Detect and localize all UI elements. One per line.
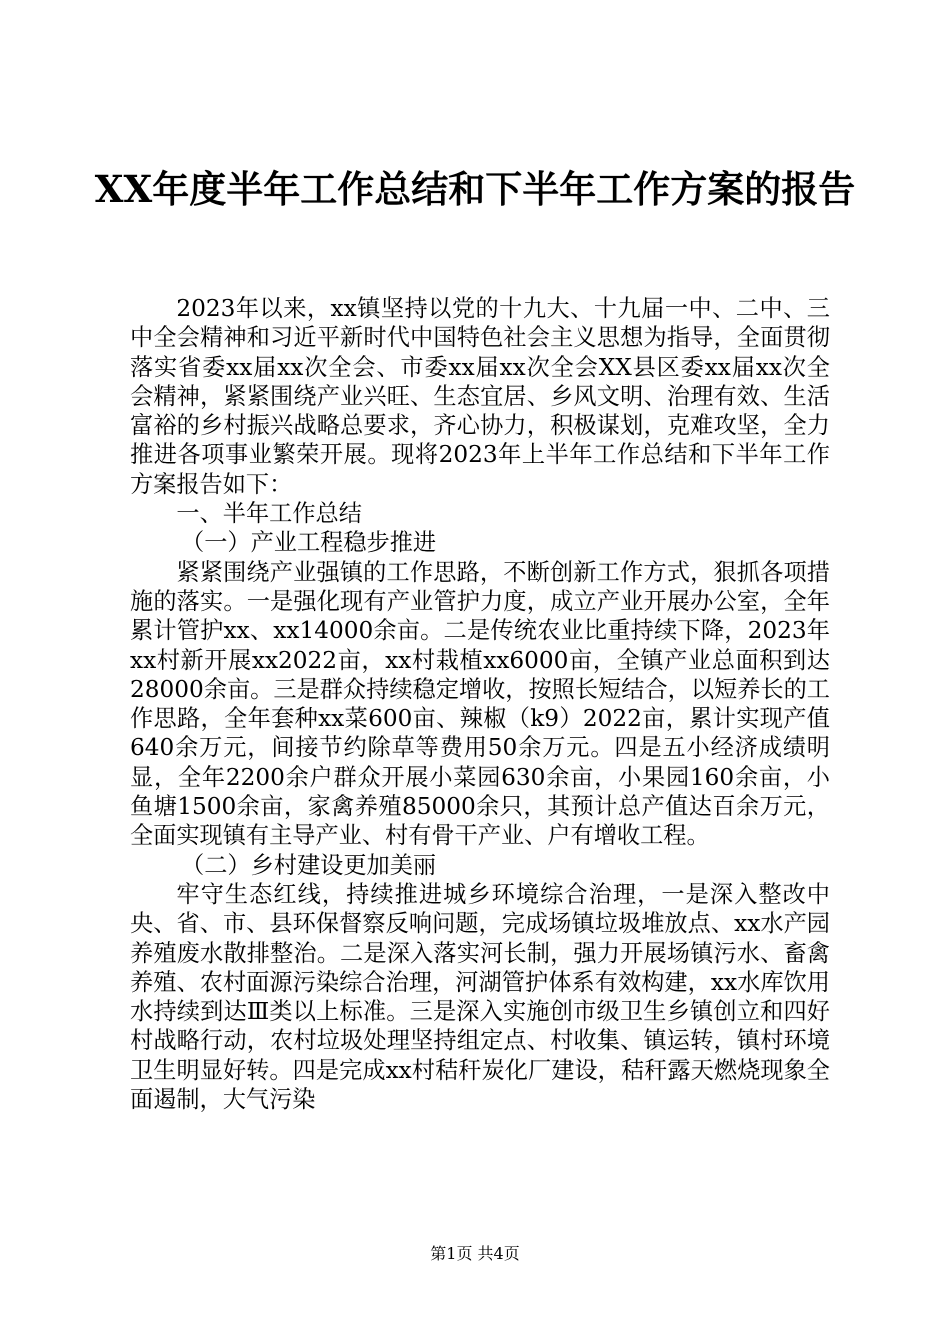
industry-paragraph: 紧紧围绕产业强镇的工作思路，不断创新工作方式，狠抓各项措施的落实。一是强化现有产业管护力度，成立产业开展办公室，全年累计管护xx、xx14000余亩。二是传统农业比重持续下降，2023年xx村新开展xx2022亩，xx村栽植xx6000亩，全镇产业总面积到达28000余亩。三是群众持续稳定增收，按照长短结合，以短养长的工作思路，全年套种xx菜600亩、辣椒（k9）2022亩，累计实现产值640余万元，间接节约除草等费用50余万元。四是五小经济成绩明显，全年2200余户群众开展小菜园630余亩，小果园160余亩，小鱼塘1500余亩，家禽养殖85000余只，其预计总产值达百余万元，全面实现镇有主导产业、村有骨干产业、户有增收工程。 (130, 558, 830, 850)
document-title: XX年度半年工作总结和下半年工作方案的报告 (94, 167, 856, 211)
village-paragraph: 牢守生态红线，持续推进城乡环境综合治理，一是深入整改中央、省、市、县环保督察反响问题，完成场镇垃圾堆放点、xx水产园养殖废水散排整治。二是深入落实河长制，强力开展场镇污水、畜禽养殖、农村面源污染综合治理，河湖管护体系有效构建，xx水库饮用水持续到达Ⅲ类以上标准。三是深入实施创市级卫生乡镇创立和四好村战略行动，农村垃圾处理坚持组定点、村收集、镇运转，镇村环境卫生明显好转。四是完成xx村秸秆炭化厂建设，秸秆露天燃烧现象全面遏制，大气污染 (130, 880, 830, 1114)
document-body (130, 294, 830, 1114)
subsection-heading-industry: （一）产业工程稳步推进 (181, 529, 437, 557)
page-number: 第1页 共4页 (430, 1244, 520, 1263)
intro-paragraph: 2023年以来，xx镇坚持以党的十九大、十九届一中、二中、三中全会精神和习近平新时代中国特色社会主义思想为指导，全面贯彻落实省委xx届xx次全会、市委xx届xx次全会XX县区委xx届xx次全会精神，紧紧围绕产业兴旺、生态宜居、乡风文明、治理有效、生活富裕的乡村振兴战略总要求，齐心协力，积极谋划，克难攻坚，全力推进各项事业繁荣开展。现将2023年上半年工作总结和下半年工作方案报告如下： (130, 295, 830, 498)
subsection-heading-village: （二）乡村建设更加美丽 (181, 851, 437, 879)
section-heading-summary: 一、半年工作总结 (176, 500, 362, 528)
